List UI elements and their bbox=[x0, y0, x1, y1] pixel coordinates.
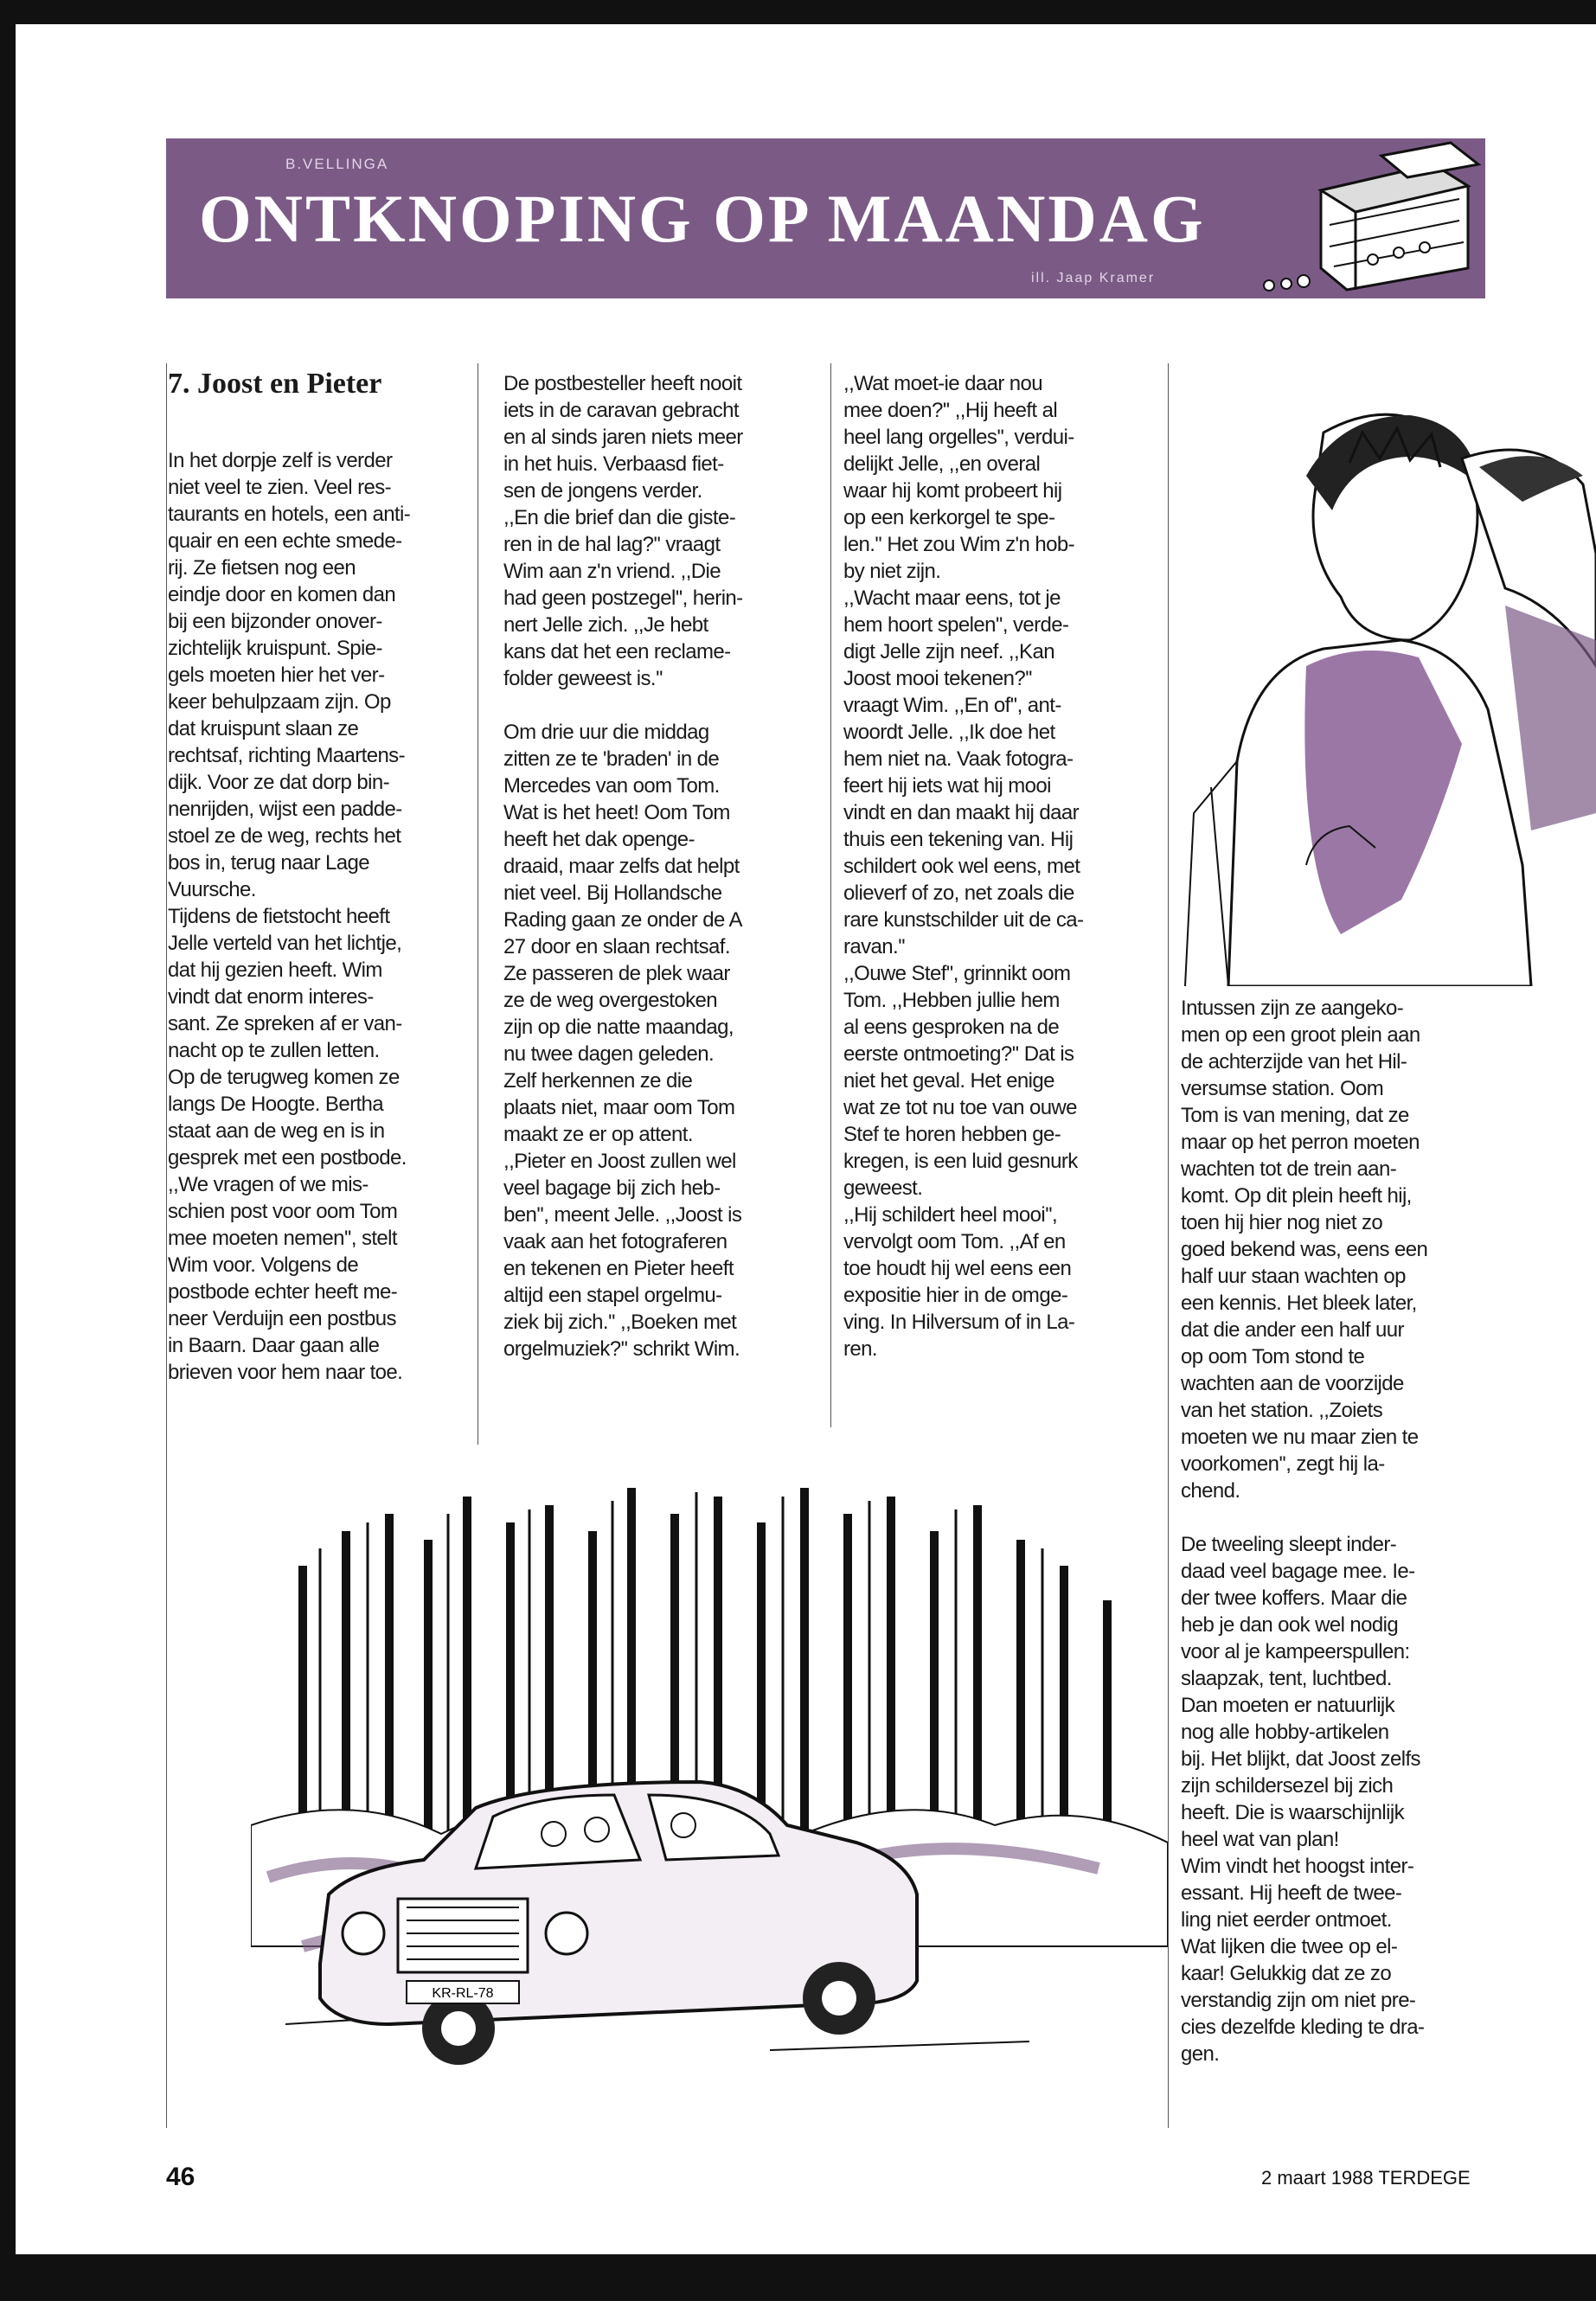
paragraph: In het dorpje zelf is verder niet veel te zien. Veel res- taurants en hotels, een anti- quair en een echte smede- rij. Ze fietsen nog een eindje door en komen dan bij een bijzonder onover- zichtelijk kruispunt. Spie- gels moeten hier het ver- keer behulpzaam zijn. Op dat kruispunt slaan ze rechtsaf, richting Maartens- dijk. Voor ze dat dorp bin- nenrijden, wijst een padde- stoel ze de weg, rechts het bos in, terug naar Lage Vuursche. bbox=[168, 449, 411, 901]
paragraph: De tweeling sleept inder- daad veel bagage mee. Ie- der twee koffers. Maar die heb je dan ook wel nodig voor al je kampeerspullen: slaapzak, tent, luchtbed. Dan moeten er natuurlijk nog alle hobby-artikelen bij. Het blijkt, dat Joost zelfs zijn schildersezel bij zich heeft. Die is waarschijnlijk heel wat van plan! bbox=[1181, 1533, 1420, 1851]
paragraph: ,,We vragen of we mis- schien post voor oom Tom mee moeten nemen'', stelt Wim voor. Volgens de postbode echter heeft me- neer Verduijn een postbus in Baarn. Daar gaan alle brieven voor hem naar toe. bbox=[168, 1173, 403, 1384]
boys-illustration bbox=[1176, 381, 1596, 986]
column-rule bbox=[166, 363, 167, 2128]
paragraph: ,,Wat moet-ie daar nou mee doen?'' ,,Hij heeft al heel lang orgelles'', verdui- delijkt Jelle, ,,en overal waar hij komt probeert hij op een kerkorgel te spe- len.'' Het zou Wim z'n hob- by niet zijn. bbox=[843, 372, 1074, 583]
text-column-2 bbox=[503, 370, 824, 1362]
text-column-1 bbox=[168, 370, 471, 1386]
text-column-4 bbox=[1181, 995, 1501, 2067]
article-title: ONTKNOPING OP MAANDAG bbox=[199, 181, 1206, 256]
chapter-heading: 7. Joost en Pieter bbox=[168, 368, 382, 400]
page-frame-top bbox=[0, 0, 1596, 24]
paragraph: Tijdens de fietstocht heeft Jelle verteld van het lichtje, dat hij gezien heeft. Wim vindt dat enorm interes- sant. Ze spreken af er van- nacht op te zullen letten. bbox=[168, 905, 402, 1062]
author-name: B.VELLINGA bbox=[285, 156, 389, 172]
paragraph: ,,En die brief dan die giste- ren in de hal lag?'' vraagt Wim aan z'n vriend. ,,Die had geen postzegel'', herin- nert Jelle zich. ,,Je hebt kans dat het een reclame- folder geweest is.'' bbox=[503, 506, 743, 690]
paragraph: De postbesteller heeft nooit iets in de caravan gebracht en al sinds jaren niets meer in het huis. Verbaasd fiet- sen de jongens verder. bbox=[503, 372, 743, 503]
paragraph: Op de terugweg komen ze langs De Hoogte. Bertha staat aan de weg en is in gesprek met een postbode. bbox=[168, 1066, 407, 1170]
paragraph: Intussen zijn ze aangeko- men op een groot plein aan de achterzijde van het Hil- versumse station. Oom Tom is van mening, dat ze maar op het perron moeten wachten tot de trein aan- komt. Op dit plein heeft hij, toen hij hier nog niet zo goed bekend was, eens een half uur staan wachten op een kennis. Het bleek later, dat die ander een half uur op oom Tom stond te wachten aan de voorzijde van het station. ,,Zoiets moeten we nu maar zien te voorkomen'', zegt hij la- chend. bbox=[1181, 997, 1428, 1503]
column-rule bbox=[1168, 363, 1169, 2128]
text-column-3 bbox=[843, 370, 1163, 1362]
paragraph: ,,Wacht maar eens, tot je hem hoort spelen'', verde- digt Jelle zijn neef. ,,Kan Joost mooi tekenen?'' vraagt Wim. ,,En of'', ant- woordt Jelle. ,,Ik doe het hem niet na. Vaak fotogra- feert hij iets wat hij mooi vindt en dan maakt hij daar thuis een tekening van. Hij schildert ook wel eens, met olieverf of zo, net zoals die rare kunstschilder uit de ca- ravan.'' bbox=[843, 586, 1084, 958]
page-frame-bottom bbox=[0, 2254, 1596, 2301]
car-forest-illustration bbox=[251, 1462, 1168, 2119]
paragraph: Om drie uur die middag zitten ze te 'braden' in de Mercedes van oom Tom. Wat is het heet! Oom Tom heeft het dak openge- draaid, maar zelfs dat helpt niet veel. Bij Hollandsche Rading gaan ze onder de A 27 door en slaan rechtsaf. Ze passeren de plek waar ze de weg overgestoken zijn op die natte maandag, nu twee dagen geleden. Zelf herkennen ze die plaats niet, maar oom Tom maakt ze er op attent. bbox=[503, 721, 742, 1146]
treasure-chest-illustration bbox=[1252, 138, 1485, 298]
title-banner bbox=[166, 138, 1485, 298]
paragraph: ,,Pieter en Joost zullen wel veel bagage bij zich heb- ben'', meent Jelle. ,,Joost is vaak aan het fotograferen en tekenen en Pieter heeft altijd een stapel orgelmu- ziek bij zich.'' ,,Boeken met orgelmuziek?'' schrikt Wim. bbox=[503, 1150, 742, 1361]
column-rule bbox=[830, 363, 831, 1427]
paragraph: ,,Hij schildert heel mooi'', vervolgt oom Tom. ,,Af en toe houdt hij wel eens een expositie hier in de omge- ving. In Hilversum of in La- ren. bbox=[843, 1203, 1075, 1361]
paragraph: Wim vindt het hoogst inter- essant. Hij heeft de twee- ling niet eerder ontmoet. Wat lijken die twee op el- kaar! Gelukkig dat ze zo verstandig zijn om niet pre- cies dezelfde kleding te dra- gen. bbox=[1181, 1855, 1425, 2066]
paragraph: ,,Ouwe Stef'', grinnikt oom Tom. ,,Hebben jullie hem al eens gesproken na de eerste ontmoeting?'' Dat is niet het geval. Het enige wat ze tot nu toe van ouwe Stef te horen hebben ge- kregen, is een luid gesnurk geweest. bbox=[843, 962, 1078, 1200]
page-number: 46 bbox=[166, 2163, 195, 2191]
license-plate: KR-RL-78 bbox=[432, 1986, 494, 2001]
illustrator-credit: ill. Jaap Kramer bbox=[1031, 271, 1156, 285]
page-frame-left bbox=[0, 0, 16, 2301]
issue-info: 2 maart 1988 TERDEGE bbox=[1261, 2167, 1471, 2189]
